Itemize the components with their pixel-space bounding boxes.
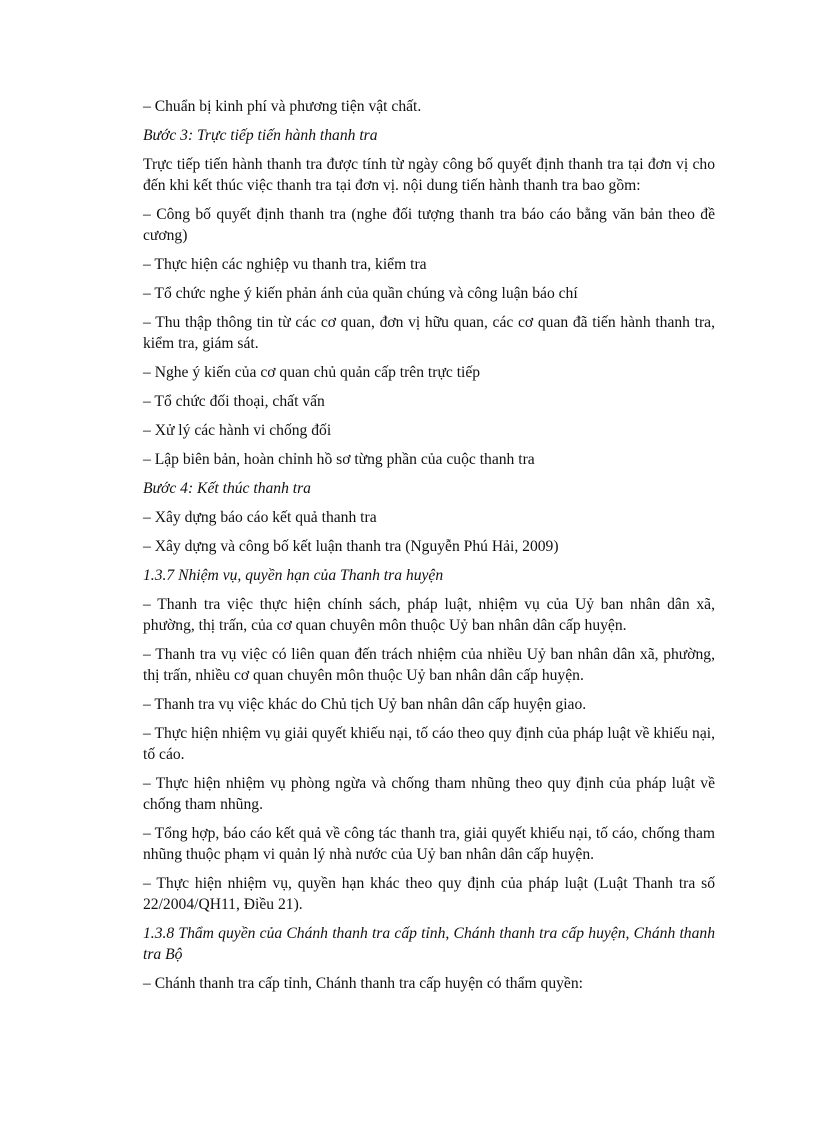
list-item-complaints: – Thực hiện nhiệm vụ giải quyết khiếu nại, tố cáo theo quy định của pháp luật về khiếu nại, tố cáo. bbox=[143, 725, 715, 763]
list-item-announce-conclusion: – Xây dựng và công bố kết luận thanh tra (Nguyễn Phú Hải, 2009) bbox=[143, 538, 559, 555]
list-item-public-opinion: – Tổ chức nghe ý kiến phản ánh của quần chúng và công luận báo chí bbox=[143, 285, 578, 302]
list-item-announce-decision: – Công bố quyết định thanh tra (nghe đối tượng thanh tra báo cáo bằng văn bản theo đề cương) bbox=[143, 206, 715, 244]
list-item-collect-information: – Thu thập thông tin từ các cơ quan, đơn vị hữu quan, các cơ quan đã tiến hành thanh tra, kiểm tra, giám sát. bbox=[143, 314, 715, 352]
list-item-chief-inspector-authority: – Chánh thanh tra cấp tỉnh, Chánh thanh tra cấp huyện có thẩm quyền: bbox=[143, 975, 583, 992]
list-item-anti-corruption: – Thực hiện nhiệm vụ phòng ngừa và chống tham nhũng theo quy định của pháp luật về chống tham nhũng. bbox=[143, 775, 715, 813]
list-item-other-cases: – Thanh tra vụ việc khác do Chủ tịch Uỷ ban nhân dân cấp huyện giao. bbox=[143, 696, 587, 713]
section-1-3-8-heading: 1.3.8 Thẩm quyền của Chánh thanh tra cấp tỉnh, Chánh thanh tra cấp huyện, Chánh thanh tra Bộ bbox=[143, 925, 715, 963]
document-page bbox=[143, 96, 715, 1002]
list-item-build-report: – Xây dựng báo cáo kết quả thanh tra bbox=[143, 509, 377, 526]
step-4-heading: Bước 4: Kết thúc thanh tra bbox=[143, 480, 311, 497]
list-item-record-minutes: – Lập biên bản, hoàn chỉnh hồ sơ từng phần của cuộc thanh tra bbox=[143, 451, 535, 468]
paragraph-step-3-intro: Trực tiếp tiến hành thanh tra được tính từ ngày công bố quyết định thanh tra tại đơn vị cho đến khi kết thúc việc thanh tra tại đơn vị. nội dung tiến hành thanh tra bao gồm: bbox=[143, 156, 715, 194]
list-item-handle-resistance: – Xử lý các hành vi chống đối bbox=[143, 422, 332, 439]
list-item-summary-report: – Tổng hợp, báo cáo kết quả về công tác thanh tra, giải quyết khiếu nại, tố cáo, chống tham nhũng thuộc phạm vi quản lý nhà nước của Uỷ ban nhân dân cấp huyện. bbox=[143, 825, 715, 863]
section-1-3-7-heading: 1.3.7 Nhiệm vụ, quyền hạn của Thanh tra huyện bbox=[143, 567, 444, 584]
list-item-perform-inspection: – Thực hiện các nghiệp vu thanh tra, kiểm tra bbox=[143, 256, 427, 273]
list-item-other-duties: – Thực hiện nhiệm vụ, quyền hạn khác theo quy định của pháp luật (Luật Thanh tra số 22/2004/QH11, Điều 21). bbox=[143, 875, 715, 913]
list-item-supervising-agency: – Nghe ý kiến của cơ quan chủ quản cấp trên trực tiếp bbox=[143, 364, 481, 381]
list-item-dialogue: – Tổ chức đối thoại, chất vấn bbox=[143, 393, 325, 410]
list-item-inspect-policy: – Thanh tra việc thực hiện chính sách, pháp luật, nhiệm vụ của Uỷ ban nhân dân xã, phường, thị trấn, của cơ quan chuyên môn thuộc Uỷ ban nhân dân cấp huyện. bbox=[143, 596, 715, 634]
paragraph-prepare-funding: – Chuẩn bị kinh phí và phương tiện vật chất. bbox=[143, 98, 422, 115]
step-3-heading: Bước 3: Trực tiếp tiến hành thanh tra bbox=[143, 127, 378, 144]
list-item-inspect-responsibility: – Thanh tra vụ việc có liên quan đến trách nhiệm của nhiều Uỷ ban nhân dân xã, phường, thị trấn, nhiều cơ quan chuyên môn thuộc Uỷ ban nhân dân cấp huyện. bbox=[143, 646, 715, 684]
